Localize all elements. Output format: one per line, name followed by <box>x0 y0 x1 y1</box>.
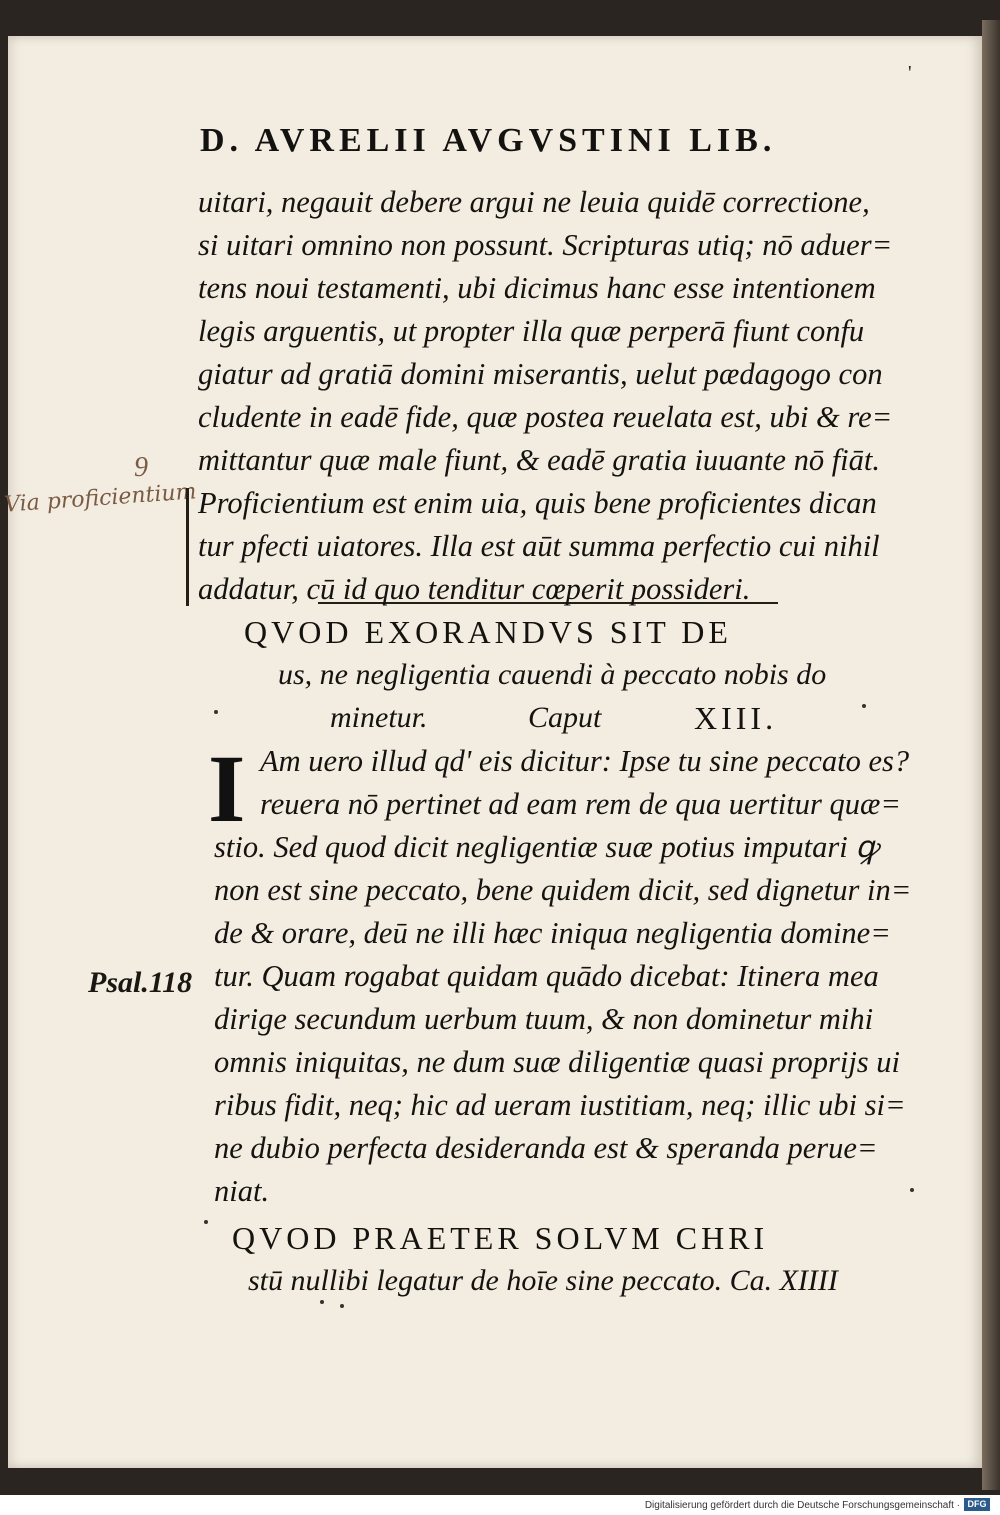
chapter-13-heading-line: us, ne negligentia cauendi à peccato nobis do <box>278 658 827 691</box>
body-line: legis arguentis, ut propter illa quæ perperā fiunt confu <box>198 314 865 348</box>
ink-speck <box>320 1300 324 1304</box>
body-line: tur. Quam rogabat quidam quādo dicebat: Itinera mea <box>214 959 879 993</box>
ink-speck <box>204 1220 208 1224</box>
ink-speck <box>214 710 218 714</box>
body-line: stio. Sed quod dicit negligentiæ suæ potius imputari ꝙ <box>214 830 879 864</box>
ink-speck <box>862 704 866 708</box>
body-line: Am uero illud qd' eis dicitur: Ipse tu sine peccato es? <box>260 744 910 778</box>
page-edge <box>982 20 1000 1490</box>
digitization-credit: Digitalisierung gefördert durch die Deutsche Forschungsgemeinschaft · <box>644 1500 960 1511</box>
handwritten-mark: 9 <box>134 452 148 483</box>
chapter-13-caput-label: Caput <box>528 701 602 734</box>
chapter-13-heading: QVOD EXORANDVS SIT DE <box>244 614 732 650</box>
chapter-13-number: XIII. <box>694 700 778 736</box>
handwritten-bracket <box>186 488 195 606</box>
body-line: tur pfecti uiatores. Illa est aūt summa perfectio cui nihil <box>198 529 880 563</box>
margin-reference-psalm: Psal.118 <box>88 966 193 999</box>
chapter-14-heading-line: stū nullibi legatur de hoīe sine peccato. Ca. XIIII <box>248 1264 838 1297</box>
body-line: si uitari omnino non possunt. Scripturas utiq; nō aduer= <box>198 228 893 262</box>
folio-mark: ' <box>908 62 912 84</box>
body-line: non est sine peccato, bene quidem dicit, sed dignetur in= <box>214 873 912 907</box>
body-line: de & orare, deū ne illi hæc iniqua negligentia dominе= <box>214 916 891 950</box>
handwritten-margin-note: Via proficientium <box>3 479 198 518</box>
ink-speck <box>340 1304 344 1308</box>
drop-cap: I <box>208 735 246 842</box>
body-line: giatur ad gratiā domini miserantis, uelut pædagogo con <box>198 357 883 391</box>
dfg-logo: DFG <box>964 1498 990 1511</box>
chapter-14-heading: QVOD PRAETER SOLVM CHRI <box>232 1220 769 1256</box>
body-line: reuera nō pertinet ad eam rem de qua uertitur quæ= <box>260 787 901 821</box>
body-line: addatur, cū id quo tenditur cœperit possideri. <box>198 572 751 606</box>
body-line: ribus fidit, neq; hic ad ueram iustitiam, neq; illic ubi si= <box>214 1088 906 1122</box>
body-line: omnis iniquitas, ne dum suæ diligentiæ quasi proprijs ui <box>214 1045 901 1079</box>
chapter-13-heading-line: minetur. <box>330 701 428 734</box>
body-line: ne dubio perfecta desideranda est & speranda perue= <box>214 1131 878 1165</box>
running-head: D. AVRELII AVGVSTINI LIB. <box>200 122 777 159</box>
ink-speck <box>910 1188 914 1192</box>
body-line: niat. <box>214 1174 270 1208</box>
body-line: mittantur quæ male fiunt, & eadē gratia iuuante nō fiāt. <box>198 443 880 477</box>
body-line: cludente in eadē fide, quæ postea reuelata est, ubi & re= <box>198 400 893 434</box>
body-line: tens noui testamenti, ubi dicimus hanc esse intentionem <box>198 271 876 305</box>
body-line: uitari, negauit debere argui ne leuia quidē correctione, <box>198 185 870 219</box>
body-line: Proficientium est enim uia, quis bene proficientes dican <box>198 486 877 520</box>
body-line: dirige secundum uerbum tuum, & non dominetur mihi <box>214 1002 874 1036</box>
